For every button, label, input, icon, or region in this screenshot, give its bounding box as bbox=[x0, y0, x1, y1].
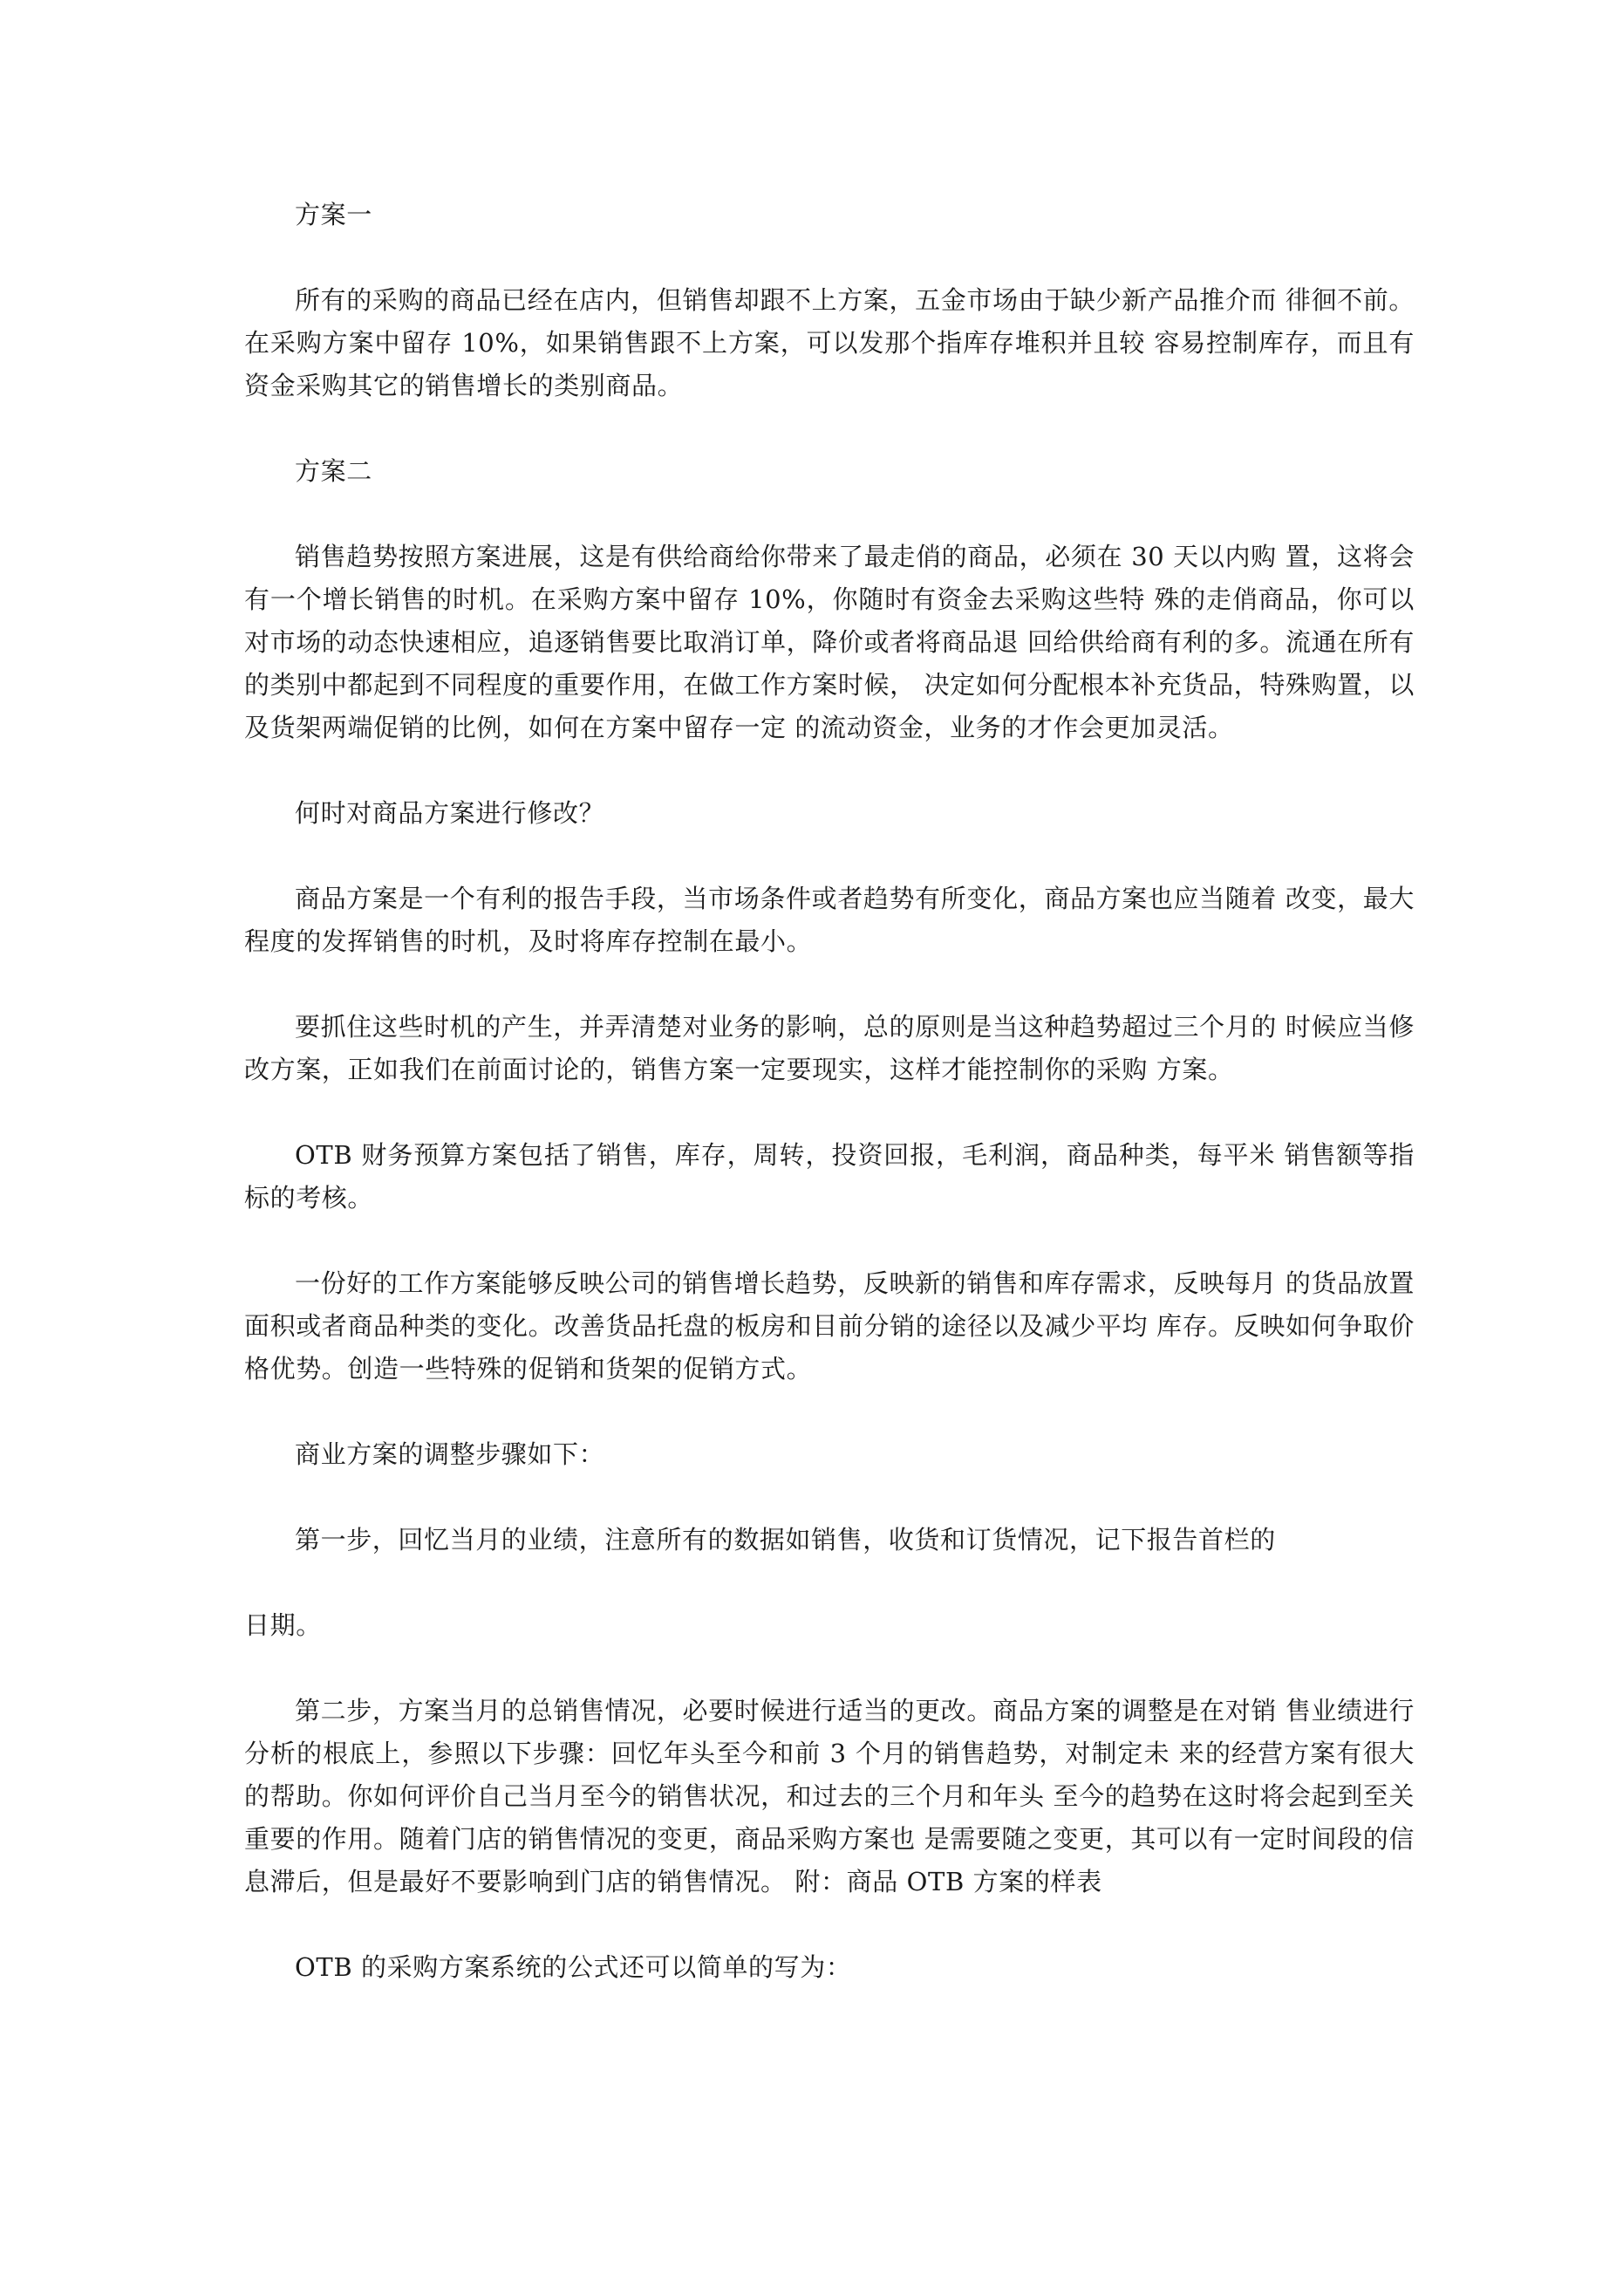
heading-adjustment-steps: 商业方案的调整步骤如下： bbox=[295, 1439, 605, 1469]
paragraph-good-plan: 一份好的工作方案能够反映公司的销售增长趋势，反映新的销售和库存需求，反映每月 的货品放置面积或者商品种类的变化。改善货品托盘的板房和目前分销的途径以及减少平均 库存。反映如何争取价格优势。创造一些特殊的促销和货架的促销方式。 bbox=[244, 1268, 1415, 1384]
document-page bbox=[244, 194, 1415, 2032]
paragraph-otb-formula: OTB 的采购方案系统的公式还可以简单的写为： bbox=[295, 1952, 852, 1982]
paragraph-otb-budget: OTB 财务预算方案包括了销售，库存，周转，投资回报，毛利润，商品种类，每平米 销售额等指标的考核。 bbox=[244, 1140, 1415, 1213]
heading-plan-one: 方案一 bbox=[295, 200, 372, 229]
paragraph-step-one-continued: 日期。 bbox=[244, 1610, 322, 1640]
paragraph-plan-two-body: 销售趋势按照方案进展，这是有供给商给你带来了最走俏的商品，必须在 30 天以内购 置，这将会有一个增长销售的时机。在采购方案中留存 10%，你随时有资金去采购这些特 殊的走俏商品，你可以对市场的动态快速相应，追逐销售要比取消订单，降价或者将商品退 回给供给商有利的多。流通在所有的类别中都起到不同程度的重要作用，在做工作方案时候， 决定如何分配根本补充货品，特殊购置，以及货架两端促销的比例，如何在方案中留存一定 的流动资金，业务的才作会更加灵活。 bbox=[244, 542, 1415, 742]
paragraph-step-two: 第二步，方案当月的总销售情况，必要时候进行适当的更改。商品方案的调整是在对销 售业绩进行分析的根底上，参照以下步骤：回忆年头至今和前 3 个月的销售趋势，对制定未 来的经营方案有很大的帮助。你如何评价自己当月至今的销售状况，和过去的三个月和年头 至今的趋势在这时将会起到至关重要的作用。随着门店的销售情况的变更，商品采购方案也 是需要随之变更，其可以有一定时间段的信息滞后，但是最好不要影响到门店的销售情况。 附：商品 OTB 方案的样表 bbox=[244, 1696, 1415, 1896]
heading-when-to-revise: 何时对商品方案进行修改？ bbox=[295, 798, 605, 828]
paragraph-plan-one-body: 所有的采购的商品已经在店内，但销售却跟不上方案，五金市场由于缺少新产品推介而 徘徊不前。在采购方案中留存 10%，如果销售跟不上方案，可以发那个指库存堆积并且较 容易控制库存，而且有资金采购其它的销售增长的类别商品。 bbox=[244, 285, 1415, 400]
heading-plan-two: 方案二 bbox=[295, 456, 372, 486]
paragraph-step-one: 第一步，回忆当月的业绩，注意所有的数据如销售，收货和订货情况，记下报告首栏的 bbox=[295, 1525, 1276, 1555]
paragraph-revise-principle: 要抓住这些时机的产生，并弄清楚对业务的影响，总的原则是当这种趋势超过三个月的 时候应当修改方案，正如我们在前面讨论的，销售方案一定要现实，这样才能控制你的采购 方案。 bbox=[244, 1012, 1415, 1084]
paragraph-revise-reason: 商品方案是一个有利的报告手段，当市场条件或者趋势有所变化，商品方案也应当随着 改变，最大程度的发挥销售的时机，及时将库存控制在最小。 bbox=[244, 884, 1415, 956]
